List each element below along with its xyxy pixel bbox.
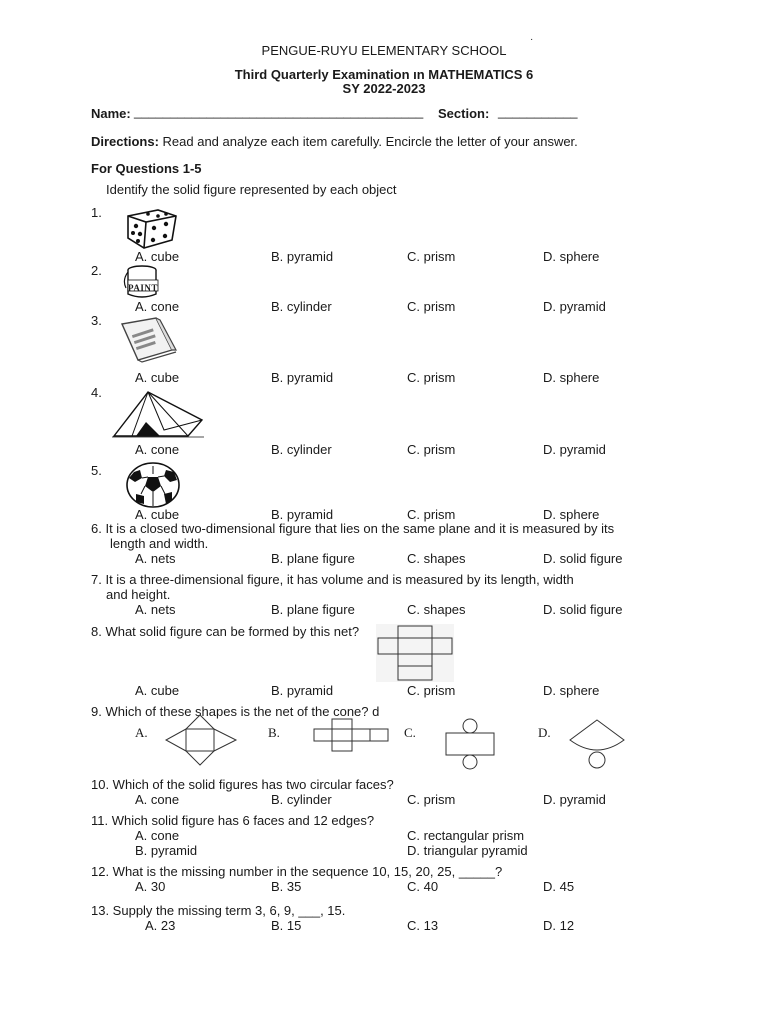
q7-option-b[interactable]: B. plane figure: [271, 602, 355, 617]
q5-option-c[interactable]: C. prism: [407, 507, 456, 522]
q10-option-c[interactable]: C. prism: [407, 792, 456, 807]
q9-option-c[interactable]: C.: [404, 725, 416, 740]
dice-image: [124, 204, 180, 250]
directions-text: Read and analyze each item carefully. Encircle the letter of your answer.: [162, 134, 578, 149]
cone-net-image: [568, 718, 628, 770]
tent-image: [112, 390, 204, 440]
q10-option-d[interactable]: D. pyramid: [543, 792, 606, 807]
q12-option-a[interactable]: A. 30: [135, 879, 166, 894]
paint-can-image: [120, 264, 166, 300]
prism-net-image: [376, 624, 454, 682]
name-line[interactable]: ________________________________________: [134, 104, 424, 119]
q12-option-d[interactable]: D. 45: [543, 879, 575, 894]
q12-question: 12. What is the missing number in the sequence 10, 15, 20, 25, _____?: [91, 864, 503, 879]
q9-option-d[interactable]: D.: [538, 725, 551, 740]
q13-question: 13. Supply the missing term 3, 6, 9, ___, 15.: [91, 903, 346, 918]
q6-option-d[interactable]: D. solid figure: [543, 551, 623, 566]
q4-number: 4.: [91, 385, 102, 400]
q1-option-b[interactable]: B. pyramid: [271, 249, 334, 264]
q8-option-b[interactable]: B. pyramid: [271, 683, 334, 698]
section-label: Section:: [438, 106, 490, 121]
q13-option-b[interactable]: B. 15: [271, 918, 302, 933]
q12-option-b[interactable]: B. 35: [271, 879, 302, 894]
q3-option-b[interactable]: B. pyramid: [271, 370, 334, 385]
school-year: SY 2022-2023: [342, 81, 426, 96]
section-line[interactable]: ___________: [498, 104, 578, 119]
directions: [91, 134, 578, 149]
q3-option-a[interactable]: A. cube: [135, 370, 180, 385]
q7-option-c[interactable]: C. shapes: [407, 602, 466, 617]
q11-option-c[interactable]: C. rectangular prism: [407, 828, 525, 843]
pyramid-net-image: [164, 714, 238, 766]
q8-option-d[interactable]: D. sphere: [543, 683, 600, 698]
q7-question-line1: 7. It is a three-dimensional figure, it has volume and is measured by its length, width: [91, 572, 574, 587]
paint-label: PAINT: [128, 283, 158, 293]
q8-question: 8. What solid figure can be formed by this net?: [91, 624, 360, 639]
group-label: For Questions 1-5: [91, 161, 202, 176]
q4-option-b[interactable]: B. cylinder: [271, 442, 332, 457]
q6-option-c[interactable]: C. shapes: [407, 551, 466, 566]
q5-option-d[interactable]: D. sphere: [543, 507, 600, 522]
q13-option-a[interactable]: A. 23: [145, 918, 176, 933]
directions-label: Directions:: [91, 134, 159, 149]
q4-option-d[interactable]: D. pyramid: [543, 442, 606, 457]
cube-net-image: [312, 718, 390, 752]
cylinder-net-image: [444, 718, 496, 772]
q4-option-c[interactable]: C. prism: [407, 442, 456, 457]
q6-option-b[interactable]: B. plane figure: [271, 551, 355, 566]
q10-option-a[interactable]: A. cone: [135, 792, 180, 807]
q6-option-a[interactable]: A. nets: [135, 551, 176, 566]
q1-option-c[interactable]: C. prism: [407, 249, 456, 264]
q6-question-line1: 6. It is a closed two-dimensional figure that lies on the same plane and it is measured by its: [91, 521, 615, 536]
q2-option-b[interactable]: B. cylinder: [271, 299, 332, 314]
q9-question: 9. Which of these shapes is the net of the cone? d: [91, 704, 380, 719]
q11-option-b[interactable]: B. pyramid: [135, 843, 198, 858]
q8-option-c[interactable]: C. prism: [407, 683, 456, 698]
stray-mark: ·: [530, 34, 534, 45]
group-instruction: Identify the solid figure represented by each object: [106, 182, 397, 197]
q10-question: 10. Which of the solid figures has two circular faces?: [91, 777, 394, 792]
q3-option-d[interactable]: D. sphere: [543, 370, 600, 385]
q3-option-c[interactable]: C. prism: [407, 370, 456, 385]
q11-option-a[interactable]: A. cone: [135, 828, 180, 843]
q9-option-b[interactable]: B.: [268, 725, 280, 740]
exam-title: Third Quarterly Examination ın MATHEMATICS 6: [234, 67, 534, 82]
q1-option-a[interactable]: A. cube: [135, 249, 180, 264]
q7-option-a[interactable]: A. nets: [135, 602, 176, 617]
q7-question-line2: and height.: [106, 587, 171, 602]
q13-option-c[interactable]: C. 13: [407, 918, 439, 933]
q1-number: 1.: [91, 205, 102, 220]
q12-option-c[interactable]: C. 40: [407, 879, 439, 894]
q2-option-a[interactable]: A. cone: [135, 299, 180, 314]
q7-option-d[interactable]: D. solid figure: [543, 602, 623, 617]
q8-option-a[interactable]: A. cube: [135, 683, 180, 698]
q2-number: 2.: [91, 263, 102, 278]
q2-option-d[interactable]: D. pyramid: [543, 299, 606, 314]
q1-option-d[interactable]: D. sphere: [543, 249, 600, 264]
school-name: PENGUE-RUYU ELEMENTARY SCHOOL: [261, 43, 507, 58]
q4-option-a[interactable]: A. cone: [135, 442, 180, 457]
q13-option-d[interactable]: D. 12: [543, 918, 575, 933]
q5-option-a[interactable]: A. cube: [135, 507, 180, 522]
q3-number: 3.: [91, 313, 102, 328]
q10-option-b[interactable]: B. cylinder: [271, 792, 332, 807]
q2-option-c[interactable]: C. prism: [407, 299, 456, 314]
q5-option-b[interactable]: B. pyramid: [271, 507, 334, 522]
book-image: [118, 316, 178, 362]
soccer-ball-image: [126, 462, 180, 508]
q11-option-d[interactable]: D. triangular pyramid: [407, 843, 528, 858]
q9-option-a[interactable]: A.: [135, 725, 148, 740]
q6-question-line2: length and width.: [110, 536, 209, 551]
name-label: Name:: [91, 106, 131, 121]
q11-question: 11. Which solid figure has 6 faces and 12 edges?: [91, 813, 375, 828]
q5-number: 5.: [91, 463, 102, 478]
